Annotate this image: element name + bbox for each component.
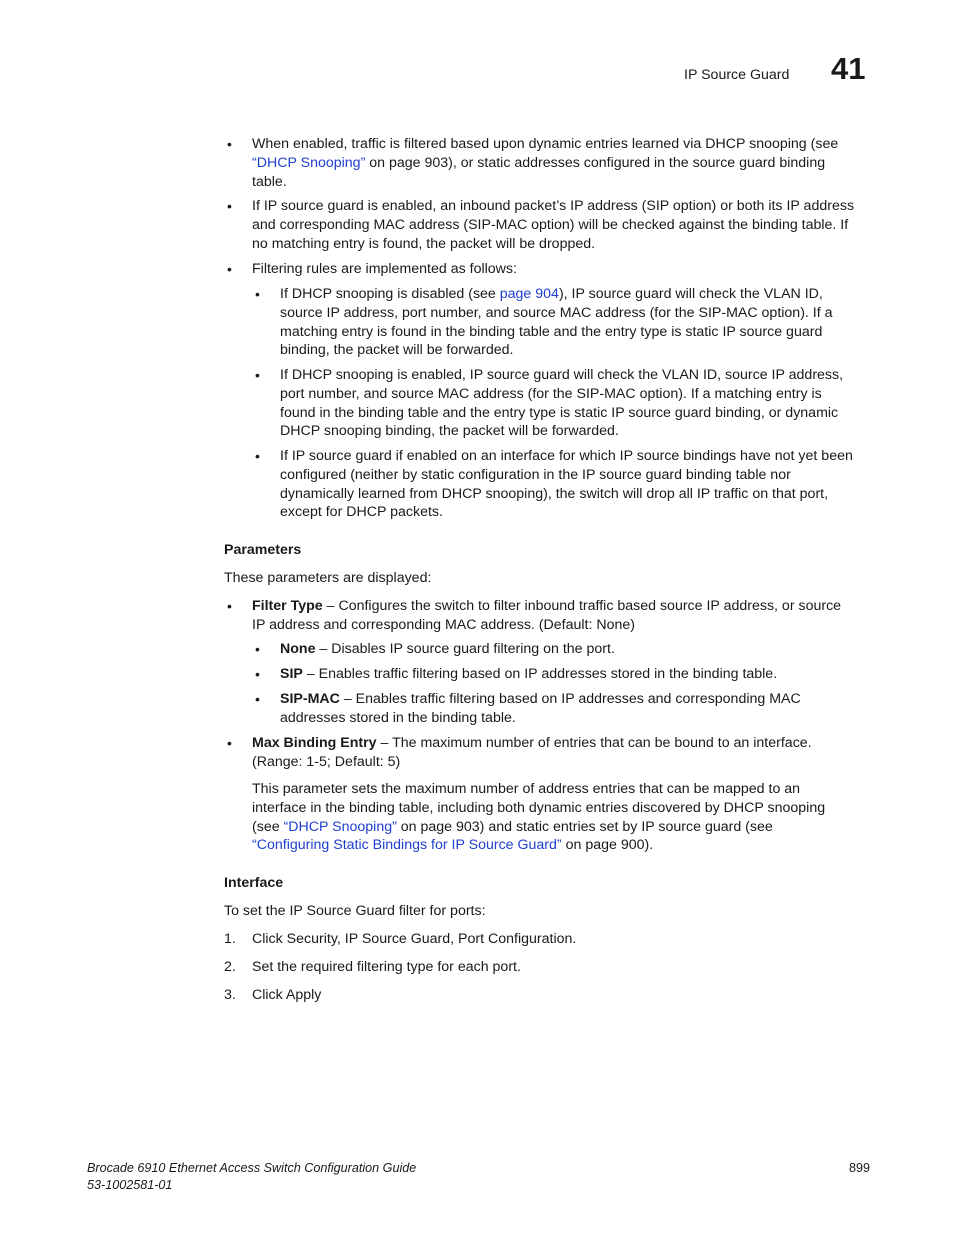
body-text: binding, the packet will be forwarded. [280,342,514,359]
body-text: addresses stored in the binding table. [280,709,516,726]
parameters-heading: Parameters [224,542,302,558]
step-number: 3. [224,987,236,1003]
bullet-icon: • [255,641,260,657]
body-text: on page 903) and static entries set by IP source guard (see [396,818,773,835]
body-text: ), IP source guard will check the VLAN ID, [558,286,823,302]
chapter-number: 41 [831,51,866,86]
body-text: – Enables traffic filtering based on IP addresses and corresponding MAC [339,691,801,707]
body-text: port number, and source MAC address (for the SIP-MAC option). If a matching entry is [280,385,822,402]
body-text: If DHCP snooping is enabled, IP source guard will check the VLAN ID, source IP address, [280,367,844,383]
body-text: If IP source guard if enabled on an interface for which IP source bindings have not yet been [280,448,853,464]
body-text: dynamically learned from DHCP snooping), the switch will drop all IP traffic on that port, [280,485,829,502]
body-text: If DHCP snooping is disabled (see [280,286,500,302]
term-sip-mac: SIP-MAC [280,691,340,707]
list-item [252,597,872,635]
bullet-icon: • [227,136,232,152]
list-item [252,260,872,279]
body-text: – Disables IP source guard filtering on the port. [315,641,615,657]
static-bindings-link[interactable]: “Configuring Static Bindings for IP Source Guard” [252,837,562,854]
term-max-binding-entry: Max Binding Entry [252,735,377,751]
body-text: found in the binding table and the entry type is static IP source guard binding, or dynamic [280,404,839,421]
body-text: matching entry is found in the binding table and the entry type is static IP source guard [280,323,823,340]
list-item [280,366,880,441]
interface-heading: Interface [224,875,284,891]
list-item [280,690,880,728]
step-text: Set the required filtering type for each port. [252,959,521,975]
body-text: (Range: 1-5; Default: 5) [252,753,401,770]
bullet-icon: • [227,261,232,277]
parameters-intro: These parameters are displayed: [224,570,432,586]
bullet-icon: • [255,367,260,383]
page-904-link[interactable]: page 904 [499,286,559,302]
step-text: Click Apply [252,987,322,1003]
body-text: (see [252,818,284,835]
body-text: on page 903), or static addresses configured in the source guard binding [365,154,826,171]
body-text: on page 900). [561,837,654,854]
running-header-title: IP Source Guard [684,67,790,83]
body-text: interface in the binding table, including both dynamic entries discovered by DHCP snooping [252,799,826,816]
body-text: and corresponding MAC address (SIP-MAC option) will be checked against the binding table. If [252,216,849,233]
list-item [280,285,880,360]
list-item [252,734,872,772]
bullet-icon: • [227,198,232,214]
bullet-icon: • [227,598,232,614]
bullet-icon: • [255,448,260,464]
max-binding-note [252,780,872,855]
bullet-icon: • [255,286,260,302]
body-text: This parameter sets the maximum number of address entries that can be mapped to an [252,781,801,797]
body-text: except for DHCP packets. [280,504,443,521]
body-text: source IP address, port number, and source MAC address (for the SIP-MAC option). If a [280,304,833,321]
step-number: 1. [224,931,236,947]
bullet-icon: • [255,666,260,682]
footer-guide-title: Brocade 6910 Ethernet Access Switch Configuration Guide [87,1161,417,1175]
dhcp-snooping-link[interactable]: “DHCP Snooping” [252,154,366,171]
body-text: IP address and corresponding MAC address. (Default: None) [252,616,635,633]
body-text: DHCP snooping binding, the packet will be forwarded. [280,423,619,440]
list-item [280,447,880,522]
body-text: table. [252,173,287,190]
list-item [280,665,880,684]
dhcp-snooping-link[interactable]: “DHCP Snooping” [283,818,397,835]
term-filter-type: Filter Type [252,598,323,614]
body-text: Filtering rules are implemented as follows: [252,261,517,277]
footer-doc-number: 53-1002581-01 [87,1178,173,1192]
body-text: – The maximum number of entries that can be bound to an interface. [376,735,812,751]
bullet-icon: • [227,735,232,751]
term-none: None [280,641,316,657]
term-sip: SIP [280,666,303,682]
body-text: – Enables traffic filtering based on IP addresses stored in the binding table. [302,666,778,682]
list-item [252,135,872,191]
body-text: – Configures the switch to filter inbound traffic based source IP address, or source [322,598,842,614]
step-text: Click Security, IP Source Guard, Port Configuration. [252,931,577,947]
body-text: If IP source guard is enabled, an inbound packet’s IP address (SIP option) or both its IP address [252,198,855,214]
step-number: 2. [224,959,236,975]
list-item [280,640,880,659]
body-text: configured (neither by static configuration in the IP source guard binding table nor [280,466,791,483]
list-item [252,197,872,253]
body-text: When enabled, traffic is filtered based upon dynamic entries learned via DHCP snooping (see [252,136,839,152]
interface-intro: To set the IP Source Guard filter for ports: [224,903,486,919]
bullet-icon: • [255,691,260,707]
footer-page-number: 899 [849,1161,871,1175]
body-text: no matching entry is found, the packet will be dropped. [252,235,596,252]
